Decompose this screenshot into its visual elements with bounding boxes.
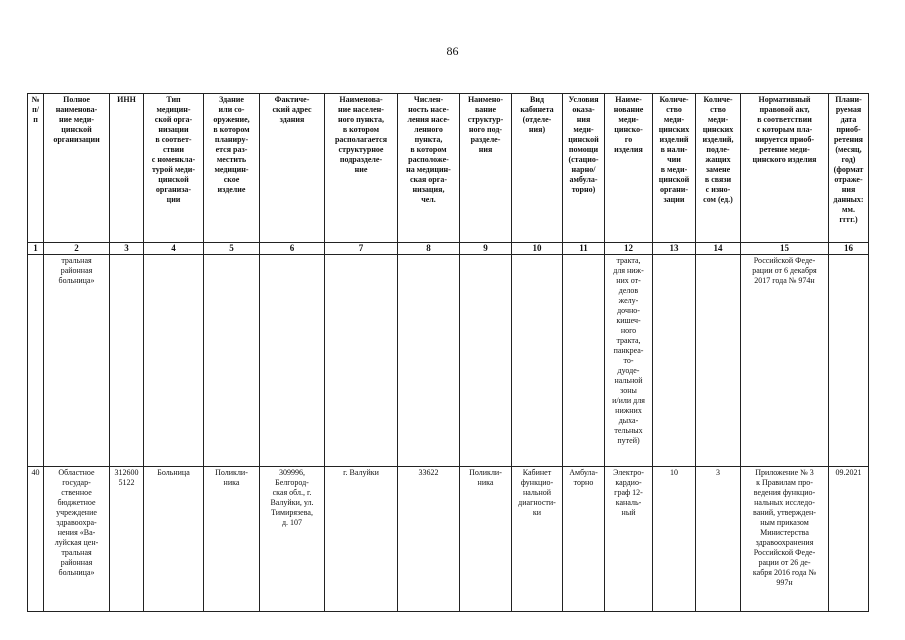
column-number: 15 xyxy=(741,243,829,255)
table-cell xyxy=(398,255,460,467)
header-cell-inn: ИНН xyxy=(110,94,144,243)
column-number: 14 xyxy=(696,243,741,255)
table-cell xyxy=(204,255,260,467)
column-number: 7 xyxy=(325,243,398,255)
column-number: 5 xyxy=(204,243,260,255)
table-cell-devices-to-replace: 3 xyxy=(696,467,741,612)
column-number: 12 xyxy=(605,243,653,255)
table-cell xyxy=(325,255,398,467)
table-cell xyxy=(653,255,696,467)
table-cell-device-name: тракта, для ниж- них от- делов желу- дочно- кишеч- ного тракта, панкреа- то- дуоде- нальной зоны и/или для нижних дыха- тельных путей) xyxy=(605,255,653,467)
column-number: 16 xyxy=(829,243,869,255)
column-number-row xyxy=(28,243,869,255)
page-number: 86 xyxy=(446,44,459,58)
table-row-continuation xyxy=(28,255,869,467)
header-cell-address: Фактиче- ский адрес здания xyxy=(260,94,325,243)
table-cell xyxy=(28,255,44,467)
column-number: 2 xyxy=(44,243,110,255)
table-cell-device-name: Электро- кардио- граф 12- каналь- ный xyxy=(605,467,653,612)
column-number: 6 xyxy=(260,243,325,255)
table-row-40 xyxy=(28,467,869,612)
table-cell xyxy=(512,255,563,467)
header-cell-cabinet-type: Вид кабинета (отделе- ния) xyxy=(512,94,563,243)
column-number: 9 xyxy=(460,243,512,255)
header-cell-devices-available: Количе- ство меди- цинских изделий в нали- чии в меди- цинской органи- зации xyxy=(653,94,696,243)
header-cell-devices-to-replace: Количе- ство меди- цинских изделий, подле- жащих замене в связи с изно- сом (ед.) xyxy=(696,94,741,243)
column-number: 1 xyxy=(28,243,44,255)
column-number: 10 xyxy=(512,243,563,255)
header-cell-settlement: Наименова- ние населен- ного пункта, в котором располагается структурное подразделе- ние xyxy=(325,94,398,243)
header-row xyxy=(28,94,869,243)
table-cell-legal-act: Приложение № 3 к Правилам про- ведения функцио- нальных исследо- ваний, утвержден- ным приказом Министерства здравоохранения Российской Феде- рации от 26 де- кабря 2016 года № 997н xyxy=(741,467,829,612)
table-cell xyxy=(110,255,144,467)
table-cell-address: 309996, Белгород- ская обл., г. Валуйки, ул. Тимирязева, д. 107 xyxy=(260,467,325,612)
table-cell xyxy=(460,255,512,467)
table-cell xyxy=(696,255,741,467)
header-cell-subdivision: Наимено- вание структур- ного под- разделе- ния xyxy=(460,94,512,243)
header-cell-org-name: Полное наименова- ние меди- цинской организации xyxy=(44,94,110,243)
header-cell-number: № п/п xyxy=(28,94,44,243)
table-cell xyxy=(829,255,869,467)
table-cell-inn: 312600 5122 xyxy=(110,467,144,612)
table-cell-care-conditions: Амбула- торно xyxy=(563,467,605,612)
table-cell-purchase-date: 09.2021 xyxy=(829,467,869,612)
column-number: 3 xyxy=(110,243,144,255)
table-cell-org-type: Больница xyxy=(144,467,204,612)
table-cell-number: 40 xyxy=(28,467,44,612)
table-cell-devices-available: 10 xyxy=(653,467,696,612)
header-cell-care-conditions: Условия оказа- ния меди- цинской помощи (стацио- нарно/ амбула- торно) xyxy=(563,94,605,243)
table-cell-population: 33622 xyxy=(398,467,460,612)
table-cell-legal-act: Российской Феде- рации от 6 декабря 2017 года № 974н xyxy=(741,255,829,467)
table-cell-settlement: г. Валуйки xyxy=(325,467,398,612)
medical-equipment-table xyxy=(27,93,869,612)
column-number: 4 xyxy=(144,243,204,255)
column-number: 13 xyxy=(653,243,696,255)
table-cell-org-name: Областное государ- ственное бюджетное учреждение здравоохра- нения «Ва- луйская цен- тральная районная больница» xyxy=(44,467,110,612)
table-cell xyxy=(260,255,325,467)
header-cell-purchase-date: Плани- руемая дата приоб- ретения (месяц, год) (формат отраже- ния данных: мм. гггг.) xyxy=(829,94,869,243)
header-cell-org-type: Тип медицин- ской орга- низации в соответ- ствии с номенкла- турой меди- цинской организа- ции xyxy=(144,94,204,243)
header-cell-population: Числен- ность насе- ления насе- ленного пункта, в котором расположе- на медицин- ская орга- низация, чел. xyxy=(398,94,460,243)
table-cell-building: Поликли- ника xyxy=(204,467,260,612)
table-cell-cabinet-type: Кабинет функцио- нальной диагности- ки xyxy=(512,467,563,612)
header-cell-device-name: Наиме- нование меди- цинско- го изделия xyxy=(605,94,653,243)
table-cell xyxy=(144,255,204,467)
table-cell-subdivision: Поликли- ника xyxy=(460,467,512,612)
column-number: 8 xyxy=(398,243,460,255)
column-number: 11 xyxy=(563,243,605,255)
table-cell xyxy=(563,255,605,467)
header-cell-building: Здание или со- оружение, в котором планиру- ется раз- местить медицин- ское изделие xyxy=(204,94,260,243)
table-cell-org-name: тральная районная больница» xyxy=(44,255,110,467)
header-cell-legal-act: Нормативный правовой акт, в соответствии с которым пла- нируется приоб- ретение меди- цинского изделия xyxy=(741,94,829,243)
